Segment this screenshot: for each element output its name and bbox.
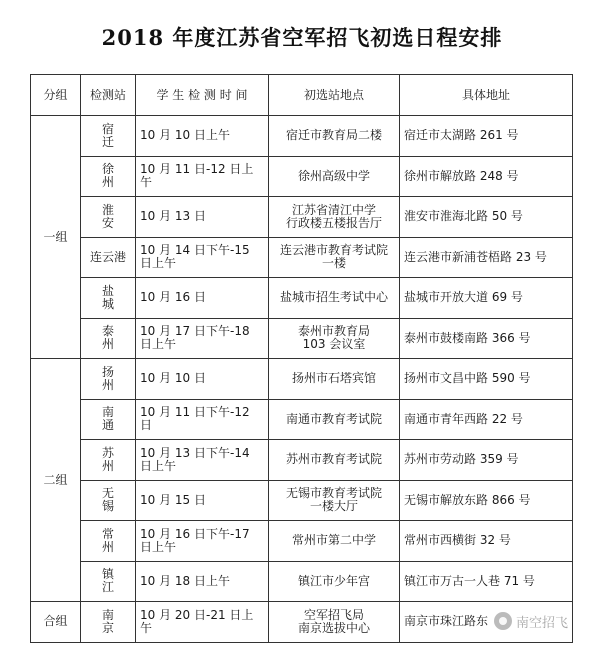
site-cell: 苏州市教育考试院 bbox=[269, 440, 400, 481]
table-row bbox=[31, 602, 573, 643]
site-cell: 镇江市少年宫 bbox=[269, 561, 400, 602]
table-row bbox=[31, 156, 573, 197]
address-cell: 淮安市淮海北路 50 号 bbox=[400, 197, 573, 238]
site-cell: 南通市教育考试院 bbox=[269, 399, 400, 440]
table-row bbox=[31, 116, 573, 157]
site-cell: 空军招飞局 南京选拔中心 bbox=[269, 602, 400, 643]
time-cell: 10 月 20 日-21 日上午 bbox=[136, 602, 269, 643]
address-cell: 南通市青年西路 22 号 bbox=[400, 399, 573, 440]
table-row bbox=[31, 237, 573, 278]
table-row bbox=[31, 440, 573, 481]
table-row bbox=[31, 561, 573, 602]
station-cell: 宿迁 bbox=[81, 116, 136, 157]
time-cell: 10 月 14 日下午-15 日上午 bbox=[136, 237, 269, 278]
station-cell: 泰州 bbox=[81, 318, 136, 359]
station-cell: 扬州 bbox=[81, 359, 136, 400]
site-cell: 常州市第二中学 bbox=[269, 521, 400, 562]
address-cell: 南京市珠江路东 bbox=[400, 602, 573, 643]
station-cell: 淮安 bbox=[81, 197, 136, 238]
address-cell: 泰州市鼓楼南路 366 号 bbox=[400, 318, 573, 359]
address-cell: 宿迁市太湖路 261 号 bbox=[400, 116, 573, 157]
table-row bbox=[31, 318, 573, 359]
address-cell: 苏州市劳动路 359 号 bbox=[400, 440, 573, 481]
station-cell: 苏州 bbox=[81, 440, 136, 481]
table-row bbox=[31, 399, 573, 440]
station-cell: 盐城 bbox=[81, 278, 136, 319]
time-cell: 10 月 10 日上午 bbox=[136, 116, 269, 157]
site-cell: 江苏省清江中学 行政楼五楼报告厅 bbox=[269, 197, 400, 238]
watermark-text: 南空招飞 bbox=[516, 615, 569, 631]
site-cell: 泰州市教育局 103 会议室 bbox=[269, 318, 400, 359]
watermark bbox=[494, 606, 568, 636]
header-time: 学 生 检 测 时 间 bbox=[136, 75, 269, 116]
header-group: 分组 bbox=[31, 75, 81, 116]
station-cell: 南京 bbox=[81, 602, 136, 643]
time-cell: 10 月 11 日下午-12 日 bbox=[136, 399, 269, 440]
station-cell: 镇江 bbox=[81, 561, 136, 602]
header-station: 检测站 bbox=[81, 75, 136, 116]
address-cell: 镇江市万古一人巷 71 号 bbox=[400, 561, 573, 602]
address-cell: 徐州市解放路 248 号 bbox=[400, 156, 573, 197]
site-cell: 徐州高级中学 bbox=[269, 156, 400, 197]
table-row bbox=[31, 359, 573, 400]
address-cell: 连云港市新浦苍梧路 23 号 bbox=[400, 237, 573, 278]
station-cell: 徐州 bbox=[81, 156, 136, 197]
table-row bbox=[31, 521, 573, 562]
site-cell: 无锡市教育考试院 一楼大厅 bbox=[269, 480, 400, 521]
time-cell: 10 月 13 日下午-14 日上午 bbox=[136, 440, 269, 481]
table-row bbox=[31, 480, 573, 521]
address-cell: 无锡市解放东路 866 号 bbox=[400, 480, 573, 521]
table-row bbox=[31, 197, 573, 238]
time-cell: 10 月 16 日 bbox=[136, 278, 269, 319]
station-cell: 常州 bbox=[81, 521, 136, 562]
page-title: 2018 年度江苏省空军招飞初选日程安排 bbox=[101, 25, 503, 50]
site-cell: 宿迁市教育局二楼 bbox=[269, 116, 400, 157]
station-cell: 无锡 bbox=[81, 480, 136, 521]
table-header-row bbox=[31, 75, 573, 116]
address-cell: 常州市西横街 32 号 bbox=[400, 521, 573, 562]
site-cell: 盐城市招生考试中心 bbox=[269, 278, 400, 319]
time-cell: 10 月 17 日下午-18 日上午 bbox=[136, 318, 269, 359]
schedule-table bbox=[30, 74, 573, 643]
time-cell: 10 月 13 日 bbox=[136, 197, 269, 238]
header-site: 初选站地点 bbox=[269, 75, 400, 116]
time-cell: 10 月 18 日上午 bbox=[136, 561, 269, 602]
address-cell: 盐城市开放大道 69 号 bbox=[400, 278, 573, 319]
group-cell: 一组 bbox=[31, 116, 81, 359]
time-cell: 10 月 16 日下午-17 日上午 bbox=[136, 521, 269, 562]
wechat-logo-icon bbox=[494, 612, 512, 630]
time-cell: 10 月 10 日 bbox=[136, 359, 269, 400]
site-cell: 扬州市石塔宾馆 bbox=[269, 359, 400, 400]
time-cell: 10 月 15 日 bbox=[136, 480, 269, 521]
group-cell: 二组 bbox=[31, 359, 81, 602]
header-address: 具体地址 bbox=[400, 75, 573, 116]
site-cell: 连云港市教育考试院 一楼 bbox=[269, 237, 400, 278]
station-cell: 南通 bbox=[81, 399, 136, 440]
group-cell: 合组 bbox=[31, 602, 81, 643]
time-cell: 10 月 11 日-12 日上午 bbox=[136, 156, 269, 197]
table-body bbox=[31, 116, 573, 643]
table-row bbox=[31, 278, 573, 319]
station-cell: 连云港 bbox=[81, 237, 136, 278]
address-cell: 扬州市文昌中路 590 号 bbox=[400, 359, 573, 400]
